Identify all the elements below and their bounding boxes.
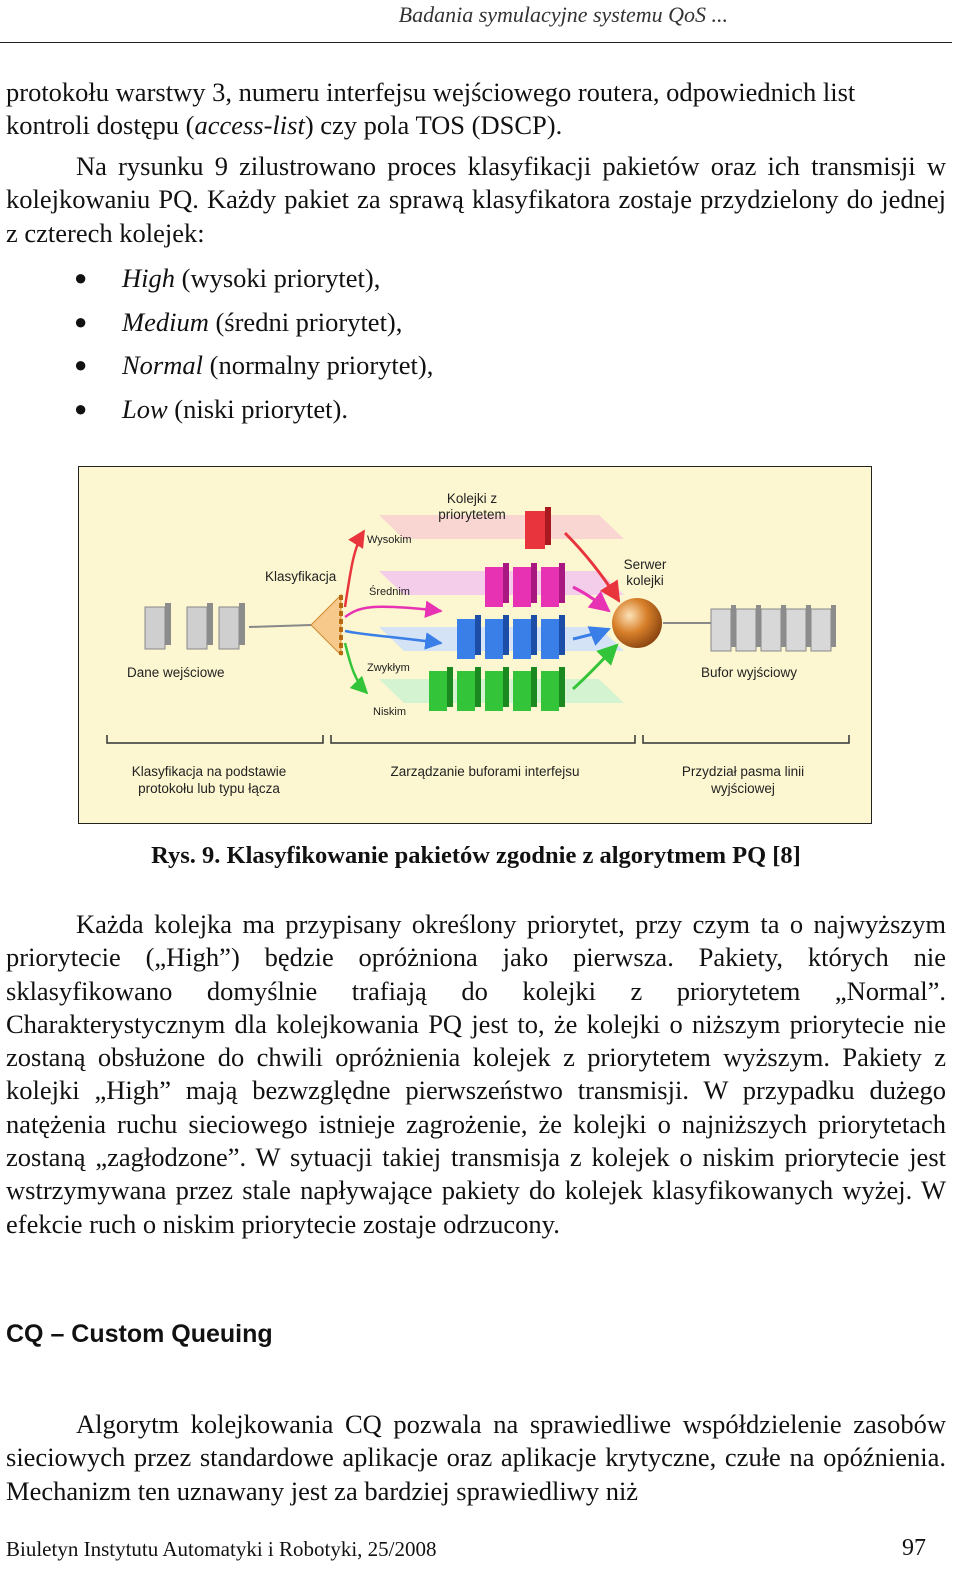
para3-text: Każda kolejka ma przypisany określony priorytet, przy czym ta o najwyższym priorytecie („High”) będzie opróżniona jako pierwsza. Pakiety, których nie sklasyfikowano domyślnie trafiają do kolejki z priorytetem „Normal”. Charakterystycznym dla kolejkowania PQ jest to, że kolejki o niższym priorytecie nie zostaną obsłużone do chwili opróżnienia kolejek z priorytetem wyższym. Pakiety z kolejki „High” mają bezwzględne pierwszeństwo transmisji. W przypadku dużego natężenia ruchu sieciowego istnieje zagrożenie, że kolejki o najniższych priorytetach zostaną „zagłodzone”. W sytuacji takiej transmisja z kolejek o niskim priorytecie jest wstrzymywana przez stale napływające pakiety do kolejek klasyfikowanych wyżej. W efekcie ruch o niskim priorytecie zostaje odrzucony. — [6, 909, 946, 1239]
footer-journal: Biuletyn Instytutu Automatyki i Robotyki, 25/2008 — [6, 1537, 437, 1561]
page-number: 97 — [902, 1535, 926, 1561]
bullet-icon: ● — [74, 395, 88, 421]
bottom-right-label-2: wyjściowej — [711, 781, 775, 796]
list-item: ● High (wysoki priorytet), — [0, 258, 900, 302]
para1-line1: protokołu warstwy 3, numeru interfejsu wejściowego routera, odpowiednich list — [6, 77, 856, 107]
bottom-mid-label: Zarządzanie buforami interfejsu — [390, 764, 580, 779]
running-title: Badania symulacyjne systemu QoS ... — [398, 2, 728, 27]
bottom-left-label-2: protokołu lub typu łącza — [138, 781, 280, 796]
bottom-right-label-1: Przydział pasma linii — [681, 764, 805, 779]
figure-caption — [0, 842, 952, 870]
classification-label: Klasyfikacja — [265, 569, 337, 584]
list-item: ● Normal (normalny priorytet), — [0, 345, 900, 389]
queue-low-label: Niskim — [373, 706, 406, 718]
queue-server-icon — [612, 598, 662, 648]
list-item: ● Medium (średni priorytet), — [0, 302, 900, 346]
queue-list — [0, 258, 900, 432]
input-data-label: Dane wejściowe — [127, 665, 225, 680]
queues-title-1: Kolejki z — [446, 491, 498, 506]
pq-diagram-svg — [79, 467, 871, 823]
para1-line2c: ) czy pola TOS (DSCP). — [304, 110, 563, 141]
server-label-1: Serwer — [623, 557, 667, 572]
section-heading: CQ – Custom Queuing — [6, 1320, 273, 1348]
input-packets — [145, 603, 245, 649]
para1-line2a: kontroli dostępu ( — [6, 110, 195, 141]
bullet-icon: ● — [74, 265, 88, 290]
running-header — [0, 0, 952, 43]
para2-text: Na rysunku 9 zilustrowano proces klasyfikacji pakietów oraz ich transmisji w kolejkowaniu PQ. Każdy pakiet za sprawą klasyfikatora zostaje przydzielony do jednej z czterech kolejek: — [6, 151, 946, 248]
queue-high-label: Wysokim — [367, 534, 412, 546]
paragraph-continuation — [6, 76, 946, 143]
queues-title-2: priorytetem — [438, 507, 506, 522]
server-label-2: kolejki — [626, 573, 664, 588]
para1-access-list: access-list — [194, 110, 305, 141]
pq-diagram — [78, 466, 872, 824]
paragraph-pq-description — [6, 908, 946, 1241]
output-buffer-label: Bufor wyjściowy — [701, 665, 798, 680]
paragraph-cq-description — [6, 1408, 946, 1508]
bottom-left-label-1: Klasyfikacja na podstawie — [131, 764, 287, 779]
list-item: ● Low (niski priorytet). — [0, 389, 900, 433]
caption-text: Klasyfikowanie pakietów zgodnie z algorytmem PQ [8] — [226, 842, 801, 869]
bullet-icon: ● — [74, 308, 88, 334]
output-packets — [711, 605, 836, 651]
para4-text: Algorytm kolejkowania CQ pozwala na sprawiedliwe współdzielenie zasobów sieciowych przez standardowe aplikacje oraz aplikacje krytyczne, czułe na opóźnienia. Mechanizm ten uznawany jest za bardziej sprawiedliwy niż — [6, 1409, 946, 1506]
paragraph-figure-intro — [6, 150, 946, 250]
queue-normal-label: Zwykłym — [367, 662, 410, 674]
queue-medium-label: Średnim — [369, 586, 410, 598]
caption-label: Rys. 9. — [151, 842, 221, 869]
bullet-icon: ● — [74, 352, 88, 377]
